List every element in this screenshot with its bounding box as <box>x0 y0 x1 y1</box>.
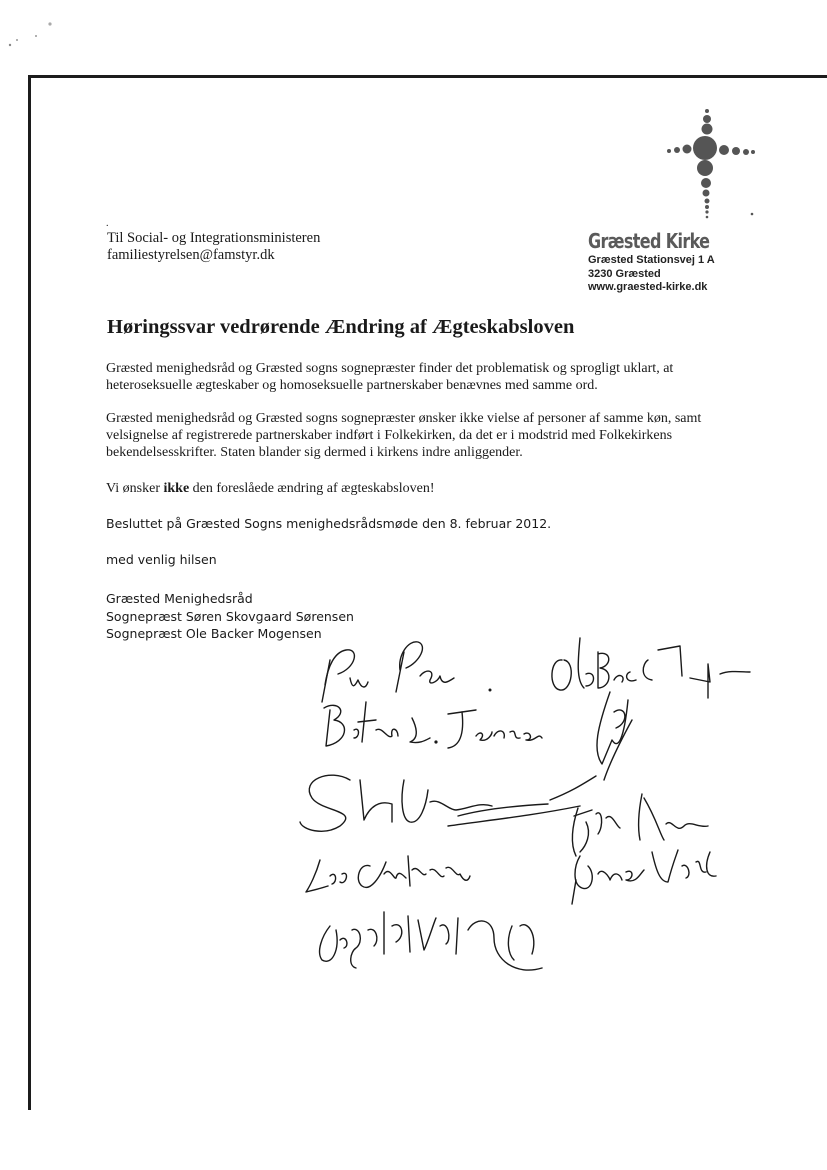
recipient-name: Til Social- og Integrationsministeren <box>107 230 321 246</box>
signer-priest-1: Sognepræst Søren Skovgaard Sørensen <box>106 608 354 624</box>
paragraph-conclusion <box>106 480 746 497</box>
signature-britta <box>324 702 542 748</box>
paragraph-problem: Græsted menighedsråd og Græsted sogns sognepræster finder det problematisk og sprogligt uklart, at heteroseksuelle ægteskaber og homoseksuelle partnerskaber benævnes med samme ord. <box>106 361 674 393</box>
signature-scrawl <box>550 692 632 800</box>
letter-heading: Høringssvar vedrørende Ændring af Ægteskabsloven <box>107 316 575 338</box>
stray-mark: . <box>106 218 109 229</box>
paragraph-position: Græsted menighedsråd og Græsted sogns sognepræster ønsker ikke vielse af personer af samme køn, samt velsignelse af registrerede partnerskaber indført i Folkekirken, da det er i modstrid med Folkekirkens bekendelsesskrifter. Staten blander sig dermed i kirkens indre anliggender. <box>106 411 702 460</box>
conclusion-end: den foreslåede ændring af ægteskabsloven! <box>189 481 435 496</box>
recipient-email: familiestyrelsen@famstyr.dk <box>107 247 275 263</box>
conclusion-start: Vi ønsker <box>106 481 164 496</box>
signer-priest-2: Sognepræst Ole Backer Mogensen <box>106 626 322 641</box>
signature-s <box>300 775 580 831</box>
signature-jytte <box>572 794 708 856</box>
page-border-top <box>28 75 827 78</box>
church-address-block <box>588 228 740 295</box>
signer-council: Græsted Menighedsråd <box>106 591 253 606</box>
church-street: Græsted Stationsvej 1 A <box>588 254 715 266</box>
scan-specks <box>0 10 70 50</box>
conclusion-emphasis: ikke <box>163 481 190 496</box>
church-website: www.graested-kirke.dk <box>588 281 708 293</box>
church-name: Græsted Kirke <box>588 229 710 253</box>
page-border-left <box>28 75 31 1110</box>
signature-anne <box>572 850 716 904</box>
signature-lise <box>320 912 542 970</box>
signature-ole <box>552 638 750 698</box>
decision-statement: Besluttet på Græsted Sogns menighedsrådsmøde den 8. februar 2012. <box>106 516 552 531</box>
signature-lee <box>306 856 470 892</box>
handwritten-signatures <box>280 630 760 1000</box>
recipient-block <box>106 218 321 264</box>
dotted-cross-logo-icon <box>660 108 760 223</box>
signature-pia <box>322 642 491 702</box>
closing-greeting: med venlig hilsen <box>106 552 217 567</box>
church-city: 3230 Græsted <box>588 267 661 280</box>
